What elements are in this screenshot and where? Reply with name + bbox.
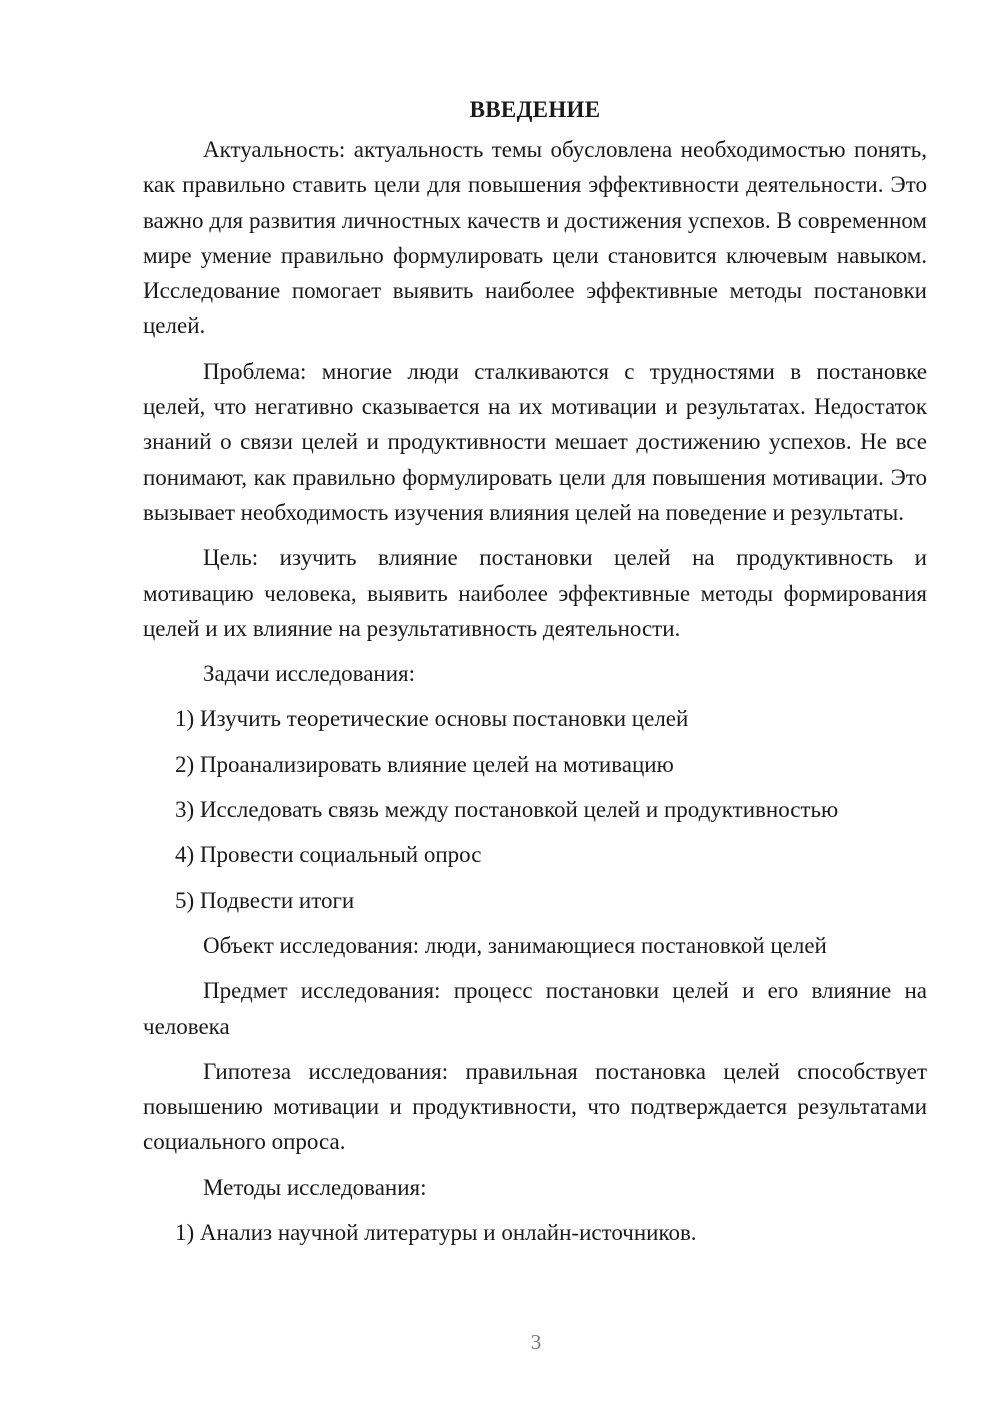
- page-number: 3: [530, 1330, 542, 1354]
- task-item: 1) Изучить теоретические основы постановки целей: [175, 706, 689, 732]
- section-title: ВВЕДЕНИЕ: [469, 97, 601, 122]
- tasks-heading: Задачи исследования:: [203, 661, 416, 687]
- goal-paragraph: Цель: изучить влияние постановки целей на продуктивность и мотивацию человека, выявить наиболее эффективные методы формирования целей и их влияние на результативность деятельности.: [143, 545, 927, 641]
- research-object: Объект исследования: люди, занимающиеся постановкой целей: [203, 932, 827, 958]
- task-item: 4) Провести социальный опрос: [175, 842, 482, 868]
- task-item: 5) Подвести итоги: [175, 887, 355, 913]
- research-subject: Предмет исследования: процесс постановки целей и его влияние на человека: [143, 978, 927, 1039]
- methods-list: [143, 1215, 927, 1250]
- tasks-list: [143, 701, 927, 917]
- method-item: 1) Анализ научной литературы и онлайн-источников.: [175, 1220, 697, 1246]
- relevance-paragraph: Актуальность: актуальность темы обусловлена необходимостью понять, как правильно ставить цели для повышения эффективности деятельности. Это важно для развития личностных качеств и достижения успехов. В современном мире умение правильно формулировать цели становится ключевым навыком. Исследование помогает выявить наиболее эффективные методы постановки целей.: [143, 137, 927, 339]
- problem-paragraph: Проблема: многие люди сталкиваются с трудностями в постановке целей, что негативно сказывается на их мотивации и результатах. Недостаток знаний о связи целей и продуктивности мешает достижению успехов. Не все понимают, как правильно формулировать цели для повышения мотивации. Это вызывает необходимость изучения влияния целей на поведение и результаты.: [143, 358, 927, 525]
- research-hypothesis: Гипотеза исследования: правильная постановка целей способствует повышению мотивации и продуктивности, что подтверждается результатами социального опроса.: [143, 1058, 927, 1155]
- page-content: [143, 92, 927, 1260]
- task-item: 3) Исследовать связь между постановкой целей и продуктивностью: [175, 797, 839, 823]
- task-item: 2) Проанализировать влияние целей на мотивацию: [175, 751, 674, 777]
- methods-heading: Методы исследования:: [203, 1174, 427, 1200]
